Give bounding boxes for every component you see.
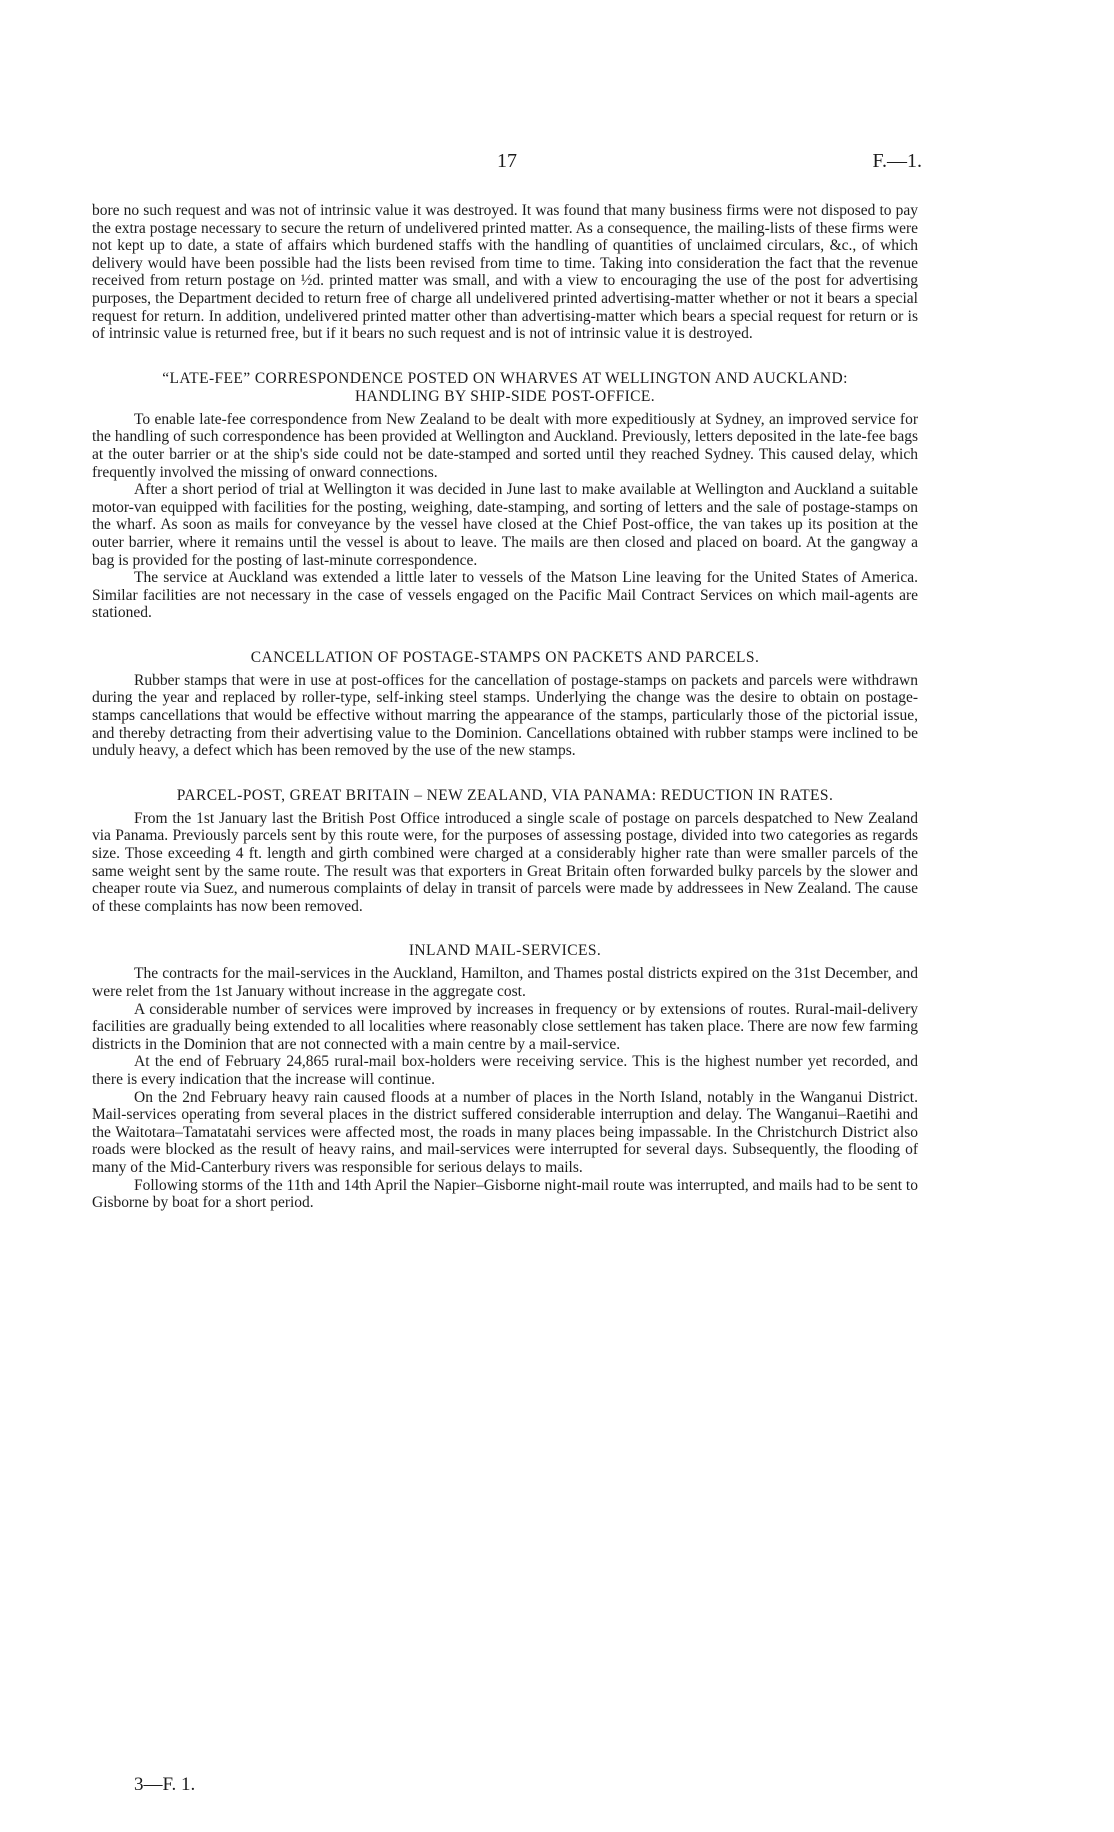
section-inland-mail-services (92, 942, 918, 1211)
intro-paragraph: bore no such request and was not of intrinsic value it was destroyed. It was found that many business firms were not disposed to pay the extra postage necessary to secure the return of undelivered printed matter. As a consequence, the mailing-lists of these firms were not kept up to date, a state of affairs which burdened staffs with the handling of quantities of unclaimed circulars, &c., of which delivery would have been possible had the lists been revised from time to time. Taking into consideration the fact that the revenue received from return postage on ½d. printed matter was small, and with a view to encouraging the use of the post for advertising purposes, the Department decided to return free of charge all undelivered printed advertising-matter whether or not it bears a special request for return. In addition, undelivered printed matter other than advertising-matter which bears a special request for return or is of intrinsic value is returned free, but if it bears no such request and is not of intrinsic value it is destroyed. (92, 202, 918, 343)
section-cancellation-of-stamps (92, 649, 918, 760)
page-number: 17 (497, 150, 517, 172)
paragraph: To enable late-fee correspondence from New Zealand to be dealt with more expeditiously at Sydney, an improved service for the handling of such correspondence has been provided at Wellington and Auckland. Previously, letters deposited in the late-fee bags at the outer barrier or at the ship's side could not be date-stamped and sorted until they reached Sydney. This caused delay, which frequently involved the missing of onward connections. (92, 410, 918, 481)
paragraph: On the 2nd February heavy rain caused floods at a number of places in the North Island, notably in the Wanganui District. Mail-services operating from several places in the district suffered considerable interruption and delay. The Wanganui–Raetihi and the Waitotara–Tamatatahi services were affected most, the roads in many places being impassable. In the Christchurch District also roads were blocked as the result of heavy rains, and mail-services were interrupted for several days. Subsequently, the flooding of many of the Mid-Canterbury rivers was responsible for serious delays to mails. (92, 1088, 918, 1176)
section-parcel-post-panama (92, 787, 918, 916)
paragraph: The contracts for the mail-services in the Auckland, Hamilton, and Thames postal districts expired on the 31st December, and were relet from the 1st January without increase in the aggregate cost. (92, 965, 918, 1000)
paragraph: From the 1st January last the British Post Office introduced a single scale of postage on parcels despatched to New Zealand via Panama. Previously parcels sent by this route were, for the purposes of assessing postage, divided into two categories as regards size. Those exceeding 4 ft. length and girth combined were charged at a considerably higher rate than were smaller parcels of the same weight sent by the same route. The result was that exporters in Great Britain often forwarded bulky parcels by the slower and cheaper route via Suez, and numerous complaints of delay in transit of parcels were made by addressees in New Zealand. The cause of these complaints has now been removed. (92, 809, 918, 915)
paragraph: Rubber stamps that were in use at post-offices for the cancellation of postage-stamps on packets and parcels were withdrawn during the year and replaced by roller-type, self-inking steel stamps. Underlying the change was the desire to obtain on postage-stamps cancellations that would be effective without marring the appearance of the stamps, particularly those of the pictorial issue, and thereby detracting from their advertising value to the Dominion. Cancellations obtained with rubber stamps were inclined to be unduly heavy, a defect which has been removed by the use of the new stamps. (92, 671, 918, 760)
sheet-reference: 3—F. 1. (134, 1774, 196, 1795)
page-header (92, 150, 922, 180)
paragraph: After a short period of trial at Wellington it was decided in June last to make available at Wellington and Auckland a suitable motor-van equipped with facilities for the posting, weighing, date-stamping, and sorting of letters and the sale of postage-stamps on the wharf. As soon as mails for conveyance by the vessel have closed at the Chief Post-office, the van takes up its position at the outer barrier, where it remains until the vessel is about to leave. The mails are then closed and placed on board. At the gangway a bag is provided for the posting of last-minute correspondence. (92, 481, 918, 569)
paragraph: Following storms of the 11th and 14th April the Napier–Gisborne night-mail route was interrupted, and mails had to be sent to Gisborne by boat for a short period. (92, 1176, 918, 1212)
section-heading: “LATE-FEE” CORRESPONDENCE POSTED ON WHARVES AT WELLINGTON AND AUCKLAND: HANDLING BY SHIP-SIDE POST-OFFICE. (162, 369, 848, 405)
paragraph: A considerable number of services were improved by increases in frequency or by extensions of routes. Rural-mail-delivery facilities are gradually being extended to all localities where reasonably close settlement has taken place. There are now few farming districts in the Dominion that are not connected with a main centre by a mail-service. (92, 1000, 918, 1053)
document-reference: F.—1. (872, 150, 922, 172)
paragraph: At the end of February 24,865 rural-mail box-holders were receiving service. This is the highest number yet recorded, and there is every indication that the increase will continue. (92, 1053, 918, 1088)
section-heading: INLAND MAIL-SERVICES. (408, 942, 602, 960)
section-heading: PARCEL-POST, GREAT BRITAIN – NEW ZEALAND, VIA PANAMA: REDUCTION IN RATES. (176, 786, 834, 804)
section-late-fee-correspondence (92, 370, 918, 622)
document-body (92, 202, 918, 1212)
section-heading: CANCELLATION OF POSTAGE-STAMPS ON PACKETS AND PARCELS. (250, 648, 760, 666)
paragraph: The service at Auckland was extended a little later to vessels of the Matson Line leaving for the United States of America. Similar facilities are not necessary in the case of vessels engaged on the Pacific Mail Contract Services on which mail-agents are stationed. (92, 569, 918, 622)
